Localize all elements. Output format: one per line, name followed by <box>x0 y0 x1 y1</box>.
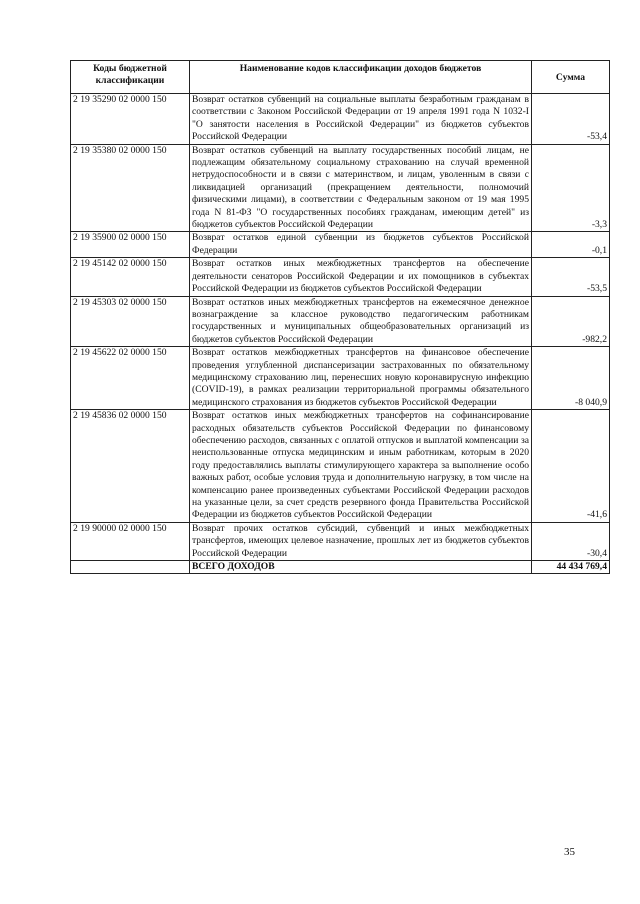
amount-cell: -982,2 <box>532 296 610 347</box>
budget-code-cell: 2 19 45142 02 0000 150 <box>71 258 190 296</box>
total-code-cell <box>71 561 190 574</box>
revenue-name-cell: Возврат остатков межбюджетных трансфертов на финансовое обеспечение проведения углубленной диспансеризации застрахованных по обязательному медицинскому страхованию лиц, перенесших новую коронавирусную инфекцию (COVID-19), в рамках реализации территориальной программы обязательного медицинского страхования из бюджетов субъектов Российской Федерации <box>190 347 532 410</box>
table-row <box>71 232 610 258</box>
revenue-name-cell: Возврат остатков субвенций на социальные выплаты безработным гражданам в соответствии с Законом Российской Федерации от 19 апреля 1991 года N 1032-I "О занятости населения в Российской Федерации" из бюджетов субъектов Российской Федерации <box>190 94 532 145</box>
amount-cell: -53,5 <box>532 258 610 296</box>
total-row <box>71 561 610 574</box>
table-row <box>71 347 610 410</box>
revenue-name-cell: Возврат прочих остатков субсидий, субвенций и иных межбюджетных трансфертов, имеющих целевое назначение, прошлых лет из бюджетов субъектов Российской Федерации <box>190 522 532 560</box>
header-code-column: Коды бюджетной классификации <box>71 61 190 94</box>
amount-cell: -30,4 <box>532 522 610 560</box>
table-row <box>71 410 610 523</box>
budget-code-cell: 2 19 35900 02 0000 150 <box>71 232 190 258</box>
table-row <box>71 522 610 560</box>
table-body <box>71 94 610 574</box>
table-row <box>71 258 610 296</box>
table-row <box>71 296 610 347</box>
table-header-row <box>71 61 610 94</box>
amount-cell: -53,4 <box>532 94 610 145</box>
budget-code-cell: 2 19 45303 02 0000 150 <box>71 296 190 347</box>
revenue-name-cell: Возврат остатков единой субвенции из бюджетов субъектов Российской Федерации <box>190 232 532 258</box>
budget-code-cell: 2 19 45836 02 0000 150 <box>71 410 190 523</box>
amount-cell: -3,3 <box>532 144 610 232</box>
revenue-name-cell: Возврат остатков иных межбюджетных трансфертов на обеспечение деятельности сенаторов Российской Федерации и их помощников в субъектах Российской Федерации из бюджетов субъектов Российской Федерации <box>190 258 532 296</box>
revenue-name-cell: Возврат остатков иных межбюджетных трансфертов на ежемесячное денежное вознаграждение за классное руководство педагогическим работникам государственных и муниципальных общеобразовательных организаций из бюджетов субъектов Российской Федерации <box>190 296 532 347</box>
table-row <box>71 94 610 145</box>
amount-cell: -0,1 <box>532 232 610 258</box>
header-name-column: Наименование кодов классификации доходов бюджетов <box>190 61 532 94</box>
amount-cell: -8 040,9 <box>532 347 610 410</box>
revenue-name-cell: Возврат остатков субвенций на выплату государственных пособий лицам, не подлежащим обязательному социальному страхованию на случай временной нетрудоспособности и в связи с материнством, и лицам, уволенным в связи с ликвидацией организаций (прекращением деятельности, полномочий физическими лицами), в соответствии с Федеральным законом от 19 мая 1995 года N 81-ФЗ "О государственных пособиях гражданам, имеющим детей" из бюджетов субъектов Российской Федерации <box>190 144 532 232</box>
amount-cell: -41,6 <box>532 410 610 523</box>
budget-code-cell: 2 19 35290 02 0000 150 <box>71 94 190 145</box>
page-number: 35 <box>564 846 575 858</box>
total-amount: 44 434 769,4 <box>532 561 610 574</box>
revenue-classification-table <box>70 60 610 574</box>
budget-code-cell: 2 19 35380 02 0000 150 <box>71 144 190 232</box>
total-label: ВСЕГО ДОХОДОВ <box>190 561 532 574</box>
revenue-name-cell: Возврат остатков иных межбюджетных трансфертов на софинансирование расходных обязательств субъектов Российской Федерации по финансовому обеспечению расходов, связанных с оплатой отпусков и выплатой компенсации за неиспользованные отпуска медицинским и иным работникам, которым в 2020 году предоставлялись выплаты стимулирующего характера за выполнение особо важных работ, особые условия труда и дополнительную нагрузку, в том числе на компенсацию ранее произведенных субъектами Российской Федерации расходов на указанные цели, за счет средств резервного фонда Правительства Российской Федерации из бюджетов субъектов Российской Федерации <box>190 410 532 523</box>
header-sum-column: Сумма <box>532 61 610 94</box>
budget-code-cell: 2 19 45622 02 0000 150 <box>71 347 190 410</box>
table-row <box>71 144 610 232</box>
budget-code-cell: 2 19 90000 02 0000 150 <box>71 522 190 560</box>
